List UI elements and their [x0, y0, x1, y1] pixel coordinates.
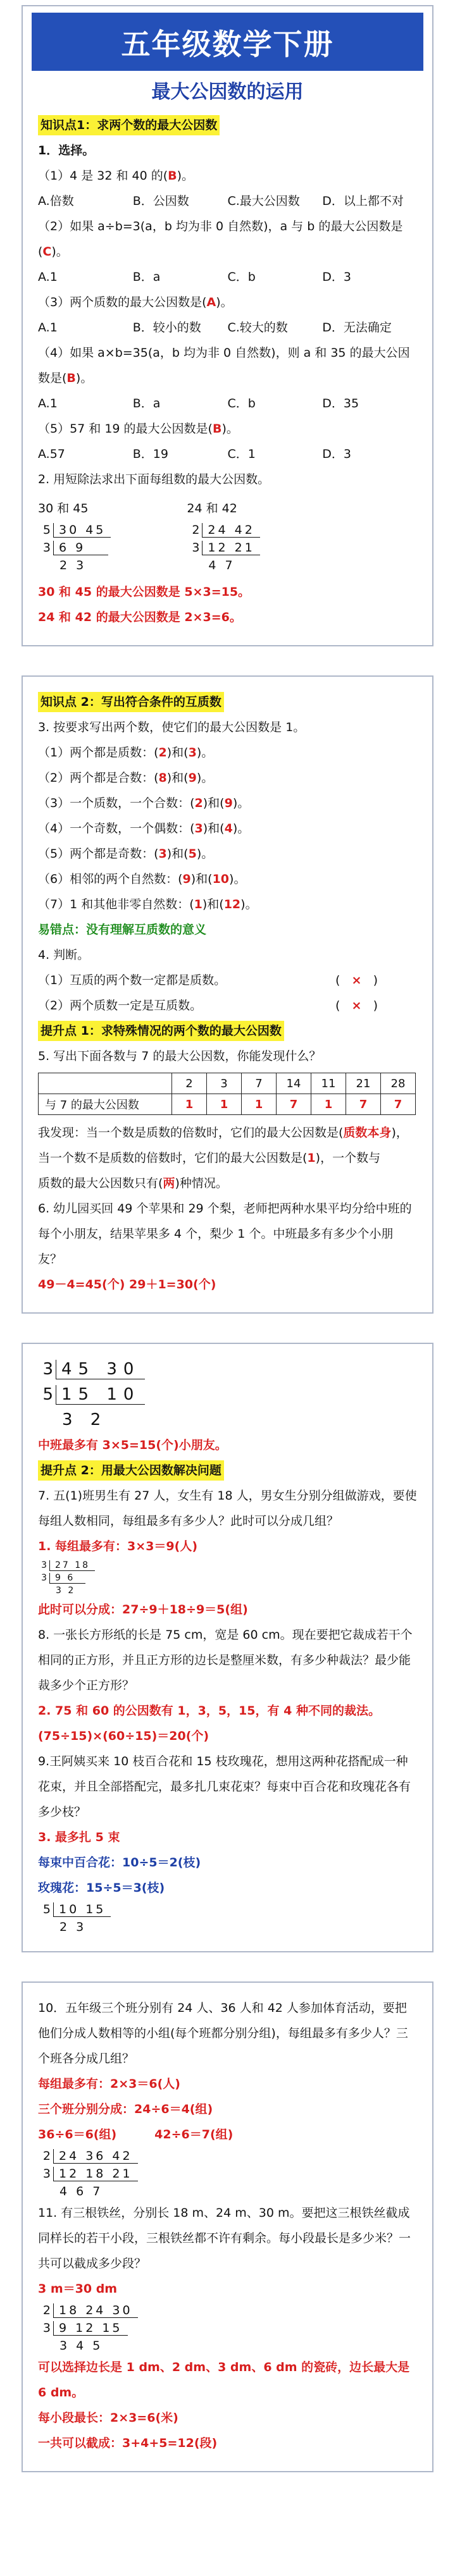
q2-right-label: 24 和 42: [187, 502, 237, 515]
q7-answer-2: 此时可以分成：27÷9＋18÷9＝5(组): [38, 1603, 248, 1617]
q3-title: 3. 按要求写出两个数，使它们的最大公因数是 1。: [38, 720, 306, 734]
q2-answer-2: 24 和 42 的最大公因数是 2×3=6。: [38, 610, 242, 624]
q9-answer-1: 3. 最多扎 5 束: [38, 1830, 120, 1844]
page-title: 五年级数学下册: [32, 13, 423, 71]
gcd-table: [38, 1073, 416, 1115]
upgrade-heading-2: 提升点 2：用最大公因数解决问题: [38, 1460, 224, 1481]
q5-finding-1: 我发现：当一个数是质数的倍数时，它们的最大公因数是(质数本身)，: [38, 1126, 408, 1140]
q1-4: （4）如果 a×b=35(a，b 均为非 0 自然数)，则 a 和 35 的最大公因: [38, 346, 410, 360]
q4-2: （2）两个质数一定是互质数。 ( × ): [38, 999, 378, 1013]
q1-5: （5）57 和 19 的最大公因数是(B)。: [38, 422, 239, 436]
q1-3-options: A.1 B．较小的数 C.较大的数 D．无法确定: [38, 321, 392, 335]
q11-answer-3: 每小段最长：2×3=6(米): [38, 2411, 178, 2425]
q1-2: （2）如果 a÷b=3(a，b 均为非 0 自然数)，a 与 b 的最大公因数是: [38, 219, 403, 233]
q2-left-label: 30 和 45: [38, 502, 89, 515]
knowledge-heading-2: 知识点 2：写出符合条件的互质数: [38, 692, 224, 712]
q9-answer-2: 每束中百合花：10÷5＝2(枝): [38, 1856, 201, 1870]
knowledge-heading-1: 知识点1：求两个数的最大公因数: [38, 115, 220, 135]
q5-title: 5. 写出下面各数与 7 的最大公因数，你能发现什么？: [38, 1049, 321, 1063]
q8-answer-2: (75÷15)×(60÷15)＝20(个): [38, 1729, 209, 1743]
q10-answer-1: 每组最多有：2×3＝6(人): [38, 2077, 180, 2091]
q2-right-division: 2 24 42 3 12 21 4 7: [187, 521, 259, 574]
card-3: [22, 1343, 433, 1952]
gcd-table-row: 与 7 的最大公因数 1 1 1 7 1 7 7: [39, 1094, 416, 1115]
q9-division: 5 10 15 2 3: [38, 1901, 417, 1936]
q11-answer-2: 可以选择边长是 1 dm、2 dm、3 dm、6 dm 的瓷砖，边长最大是 6 dm。: [38, 2360, 410, 2400]
q10-answer-4: 42÷6＝7(组): [154, 2128, 234, 2142]
q1-1: （1）4 是 32 和 40 的(B)。: [38, 169, 194, 183]
q6-answer: 49－4=45(个) 29＋1=30(个): [38, 1278, 216, 1291]
q5-finding-3: 质数的最大公因数只有(两)种情况。: [38, 1176, 228, 1190]
q10-answer-3: 36÷6＝6(组): [38, 2128, 117, 2142]
card-2: [22, 675, 433, 1314]
q3-item: （3）一个质数，一个合数：(2)和(9)。: [38, 796, 250, 810]
q8-answer-1: 2. 75 和 60 的公因数有 1，3，5，15，有 4 种不同的裁法。: [38, 1704, 380, 1718]
q4-1: （1）互质的两个数一定都是质数。 ( × ): [38, 973, 378, 987]
q3-item: （6）相邻的两个自然数：(9)和(10)。: [38, 872, 246, 886]
q1-3: （3）两个质数的最大公因数是(A)。: [38, 295, 233, 309]
page-subtitle: 最大公因数的运用: [151, 81, 304, 103]
q6-final-answer: 中班最多有 3×5=15(个)小朋友。: [38, 1438, 227, 1452]
q10-answer-2: 三个班分别分成：24÷6＝4(组): [38, 2102, 213, 2116]
q11-answer-4: 一共可以截成：3+4+5=12(段): [38, 2436, 218, 2450]
q3-item: （5）两个都是奇数：(3)和(5)。: [38, 847, 214, 861]
q2-title: 2. 用短除法求出下面每组数的最大公因数。: [38, 472, 270, 486]
q3-item: （2）两个都是合数：(8)和(9)。: [38, 771, 214, 785]
q7-text: 7. 五(1)班男生有 27 人，女生有 18 人，男女生分别分组做游戏，要使每组人数相同，每组最多有多少人？此时可以分成几组？: [38, 1489, 417, 1528]
q6-division: 3 45 30 5 15 10 3 2: [38, 1357, 417, 1433]
q11-text: 11. 有三根铁丝，分别长 18 m、24 m、30 m。要把这三根铁丝截成同样长的若干小段，三根铁丝都不许有剩余。每小段最长是多少米？一共可以截成多少段？: [38, 2206, 411, 2271]
q11-answer-1: 3 m＝30 dm: [38, 2282, 118, 2296]
q2-answer-1: 30 和 45 的最大公因数是 5×3=15。: [38, 585, 251, 599]
q10-division: 2 24 36 42 3 12 18 21 4 6 7: [38, 2147, 417, 2200]
page: [0, 5, 455, 2487]
q5-finding-2: 当一个数不是质数的倍数时，它们的最大公因数是(1)，一个数与: [38, 1151, 381, 1165]
upgrade-heading-1: 提升点 1：求特殊情况的两个数的最大公因数: [38, 1021, 284, 1041]
q7-division: 3 27 18 3 9 6 3 2: [38, 1559, 417, 1597]
q8-text: 8. 一张长方形纸的长是 75 cm，宽是 60 cm。现在要把它裁成若干个相同的正方形，并且正方形的边长是整厘米数，有多少种裁法？最少能裁多少个正方形？: [38, 1628, 413, 1692]
q6-text: 6. 幼儿园买回 49 个苹果和 29 个梨，老师把两种水果平均分给中班的每个小朋友，结果苹果多 4 个，梨少 1 个。中班最多有多少个小朋友？: [38, 1202, 412, 1266]
q3-items: [38, 740, 417, 917]
q1-4-options: A.1 B．a C．b D．35: [38, 397, 359, 410]
card-4: [22, 1981, 433, 2472]
q1-5-options: A.57 B．19 C．1 D．3: [38, 447, 351, 461]
card-1: 五年级数学下册 最大公因数的运用 知识点1：求两个数的最大公因数 1．选择。 （1）4 是 32 和 40 的(B)。 A.倍数 B．公因数 C.最大公因数 D．以上都不对 （2）如果 a÷b=3(a，b 均为非 0 自然数)，a 与 b 的最大公因数是 (C)。 A.1 B．a C．b D．3 （3）两个质数的最大公因数是(A)。 A.1 B．较小的数 C.较大的数 D．无法确定 （4）如果 a×b=35(a，b 均为非 0 自然数)，则 a 和 35 的最大公因 数是(B)。 A.1 B．a C．b D．35 （5）57 和 19 的最大公因数是(B)。 A.57 B．19 C．1 D．3 2. 用短除法求出下面每组数的最大公因数。 30 和 45 5 30 45 3 6 9 2 3 24 和 42 2 24 42 3 12 21 4 7 30 和 45 的最大公因数是 5×3=15。 24 和 42 的最大公因数是 2×3=6。: [22, 5, 433, 646]
q9-text: 9.王阿姨买来 10 枝百合花和 15 枝玫瑰花，想用这两种花搭配成一种花束，并且全部搭配完，最多扎几束花束？每束中百合花和玫瑰花各有多少枝？: [38, 1754, 411, 1819]
gcd-table-header: 2 3 7 14 11 21 28: [39, 1073, 416, 1094]
q3-item: （7）1 和其他非零自然数：(1)和(12)。: [38, 897, 258, 911]
q3-item: （4）一个奇数，一个偶数：(3)和(4)。: [38, 822, 250, 835]
tip-heading: 易错点：没有理解互质数的意义: [38, 923, 207, 937]
q9-answer-3: 玫瑰花：15÷5＝3(枝): [38, 1881, 165, 1895]
q2-left-division: 5 30 45 3 6 9 2 3: [38, 521, 111, 574]
q7-answer-1: 1. 每组最多有：3×3＝9(人): [38, 1539, 198, 1553]
q4-title: 4. 判断。: [38, 948, 90, 962]
q11-division: 2 18 24 30 3 9 12 15 3 4 5: [38, 2302, 417, 2355]
q1-1-options: A.倍数 B．公因数 C.最大公因数 D．以上都不对: [38, 194, 404, 208]
q3-item: （1）两个都是质数：(2)和(3)。: [38, 746, 214, 760]
q1-2-options: A.1 B．a C．b D．3: [38, 270, 351, 284]
q1-title: 1．选择。: [38, 144, 95, 157]
q10-text: 10．五年级三个班分别有 24 人、36 人和 42 人参加体育活动，要把他们分成人数相等的小组(每个班都分别分组)，每组最多有多少人？三个班各分成几组？: [38, 2001, 408, 2066]
